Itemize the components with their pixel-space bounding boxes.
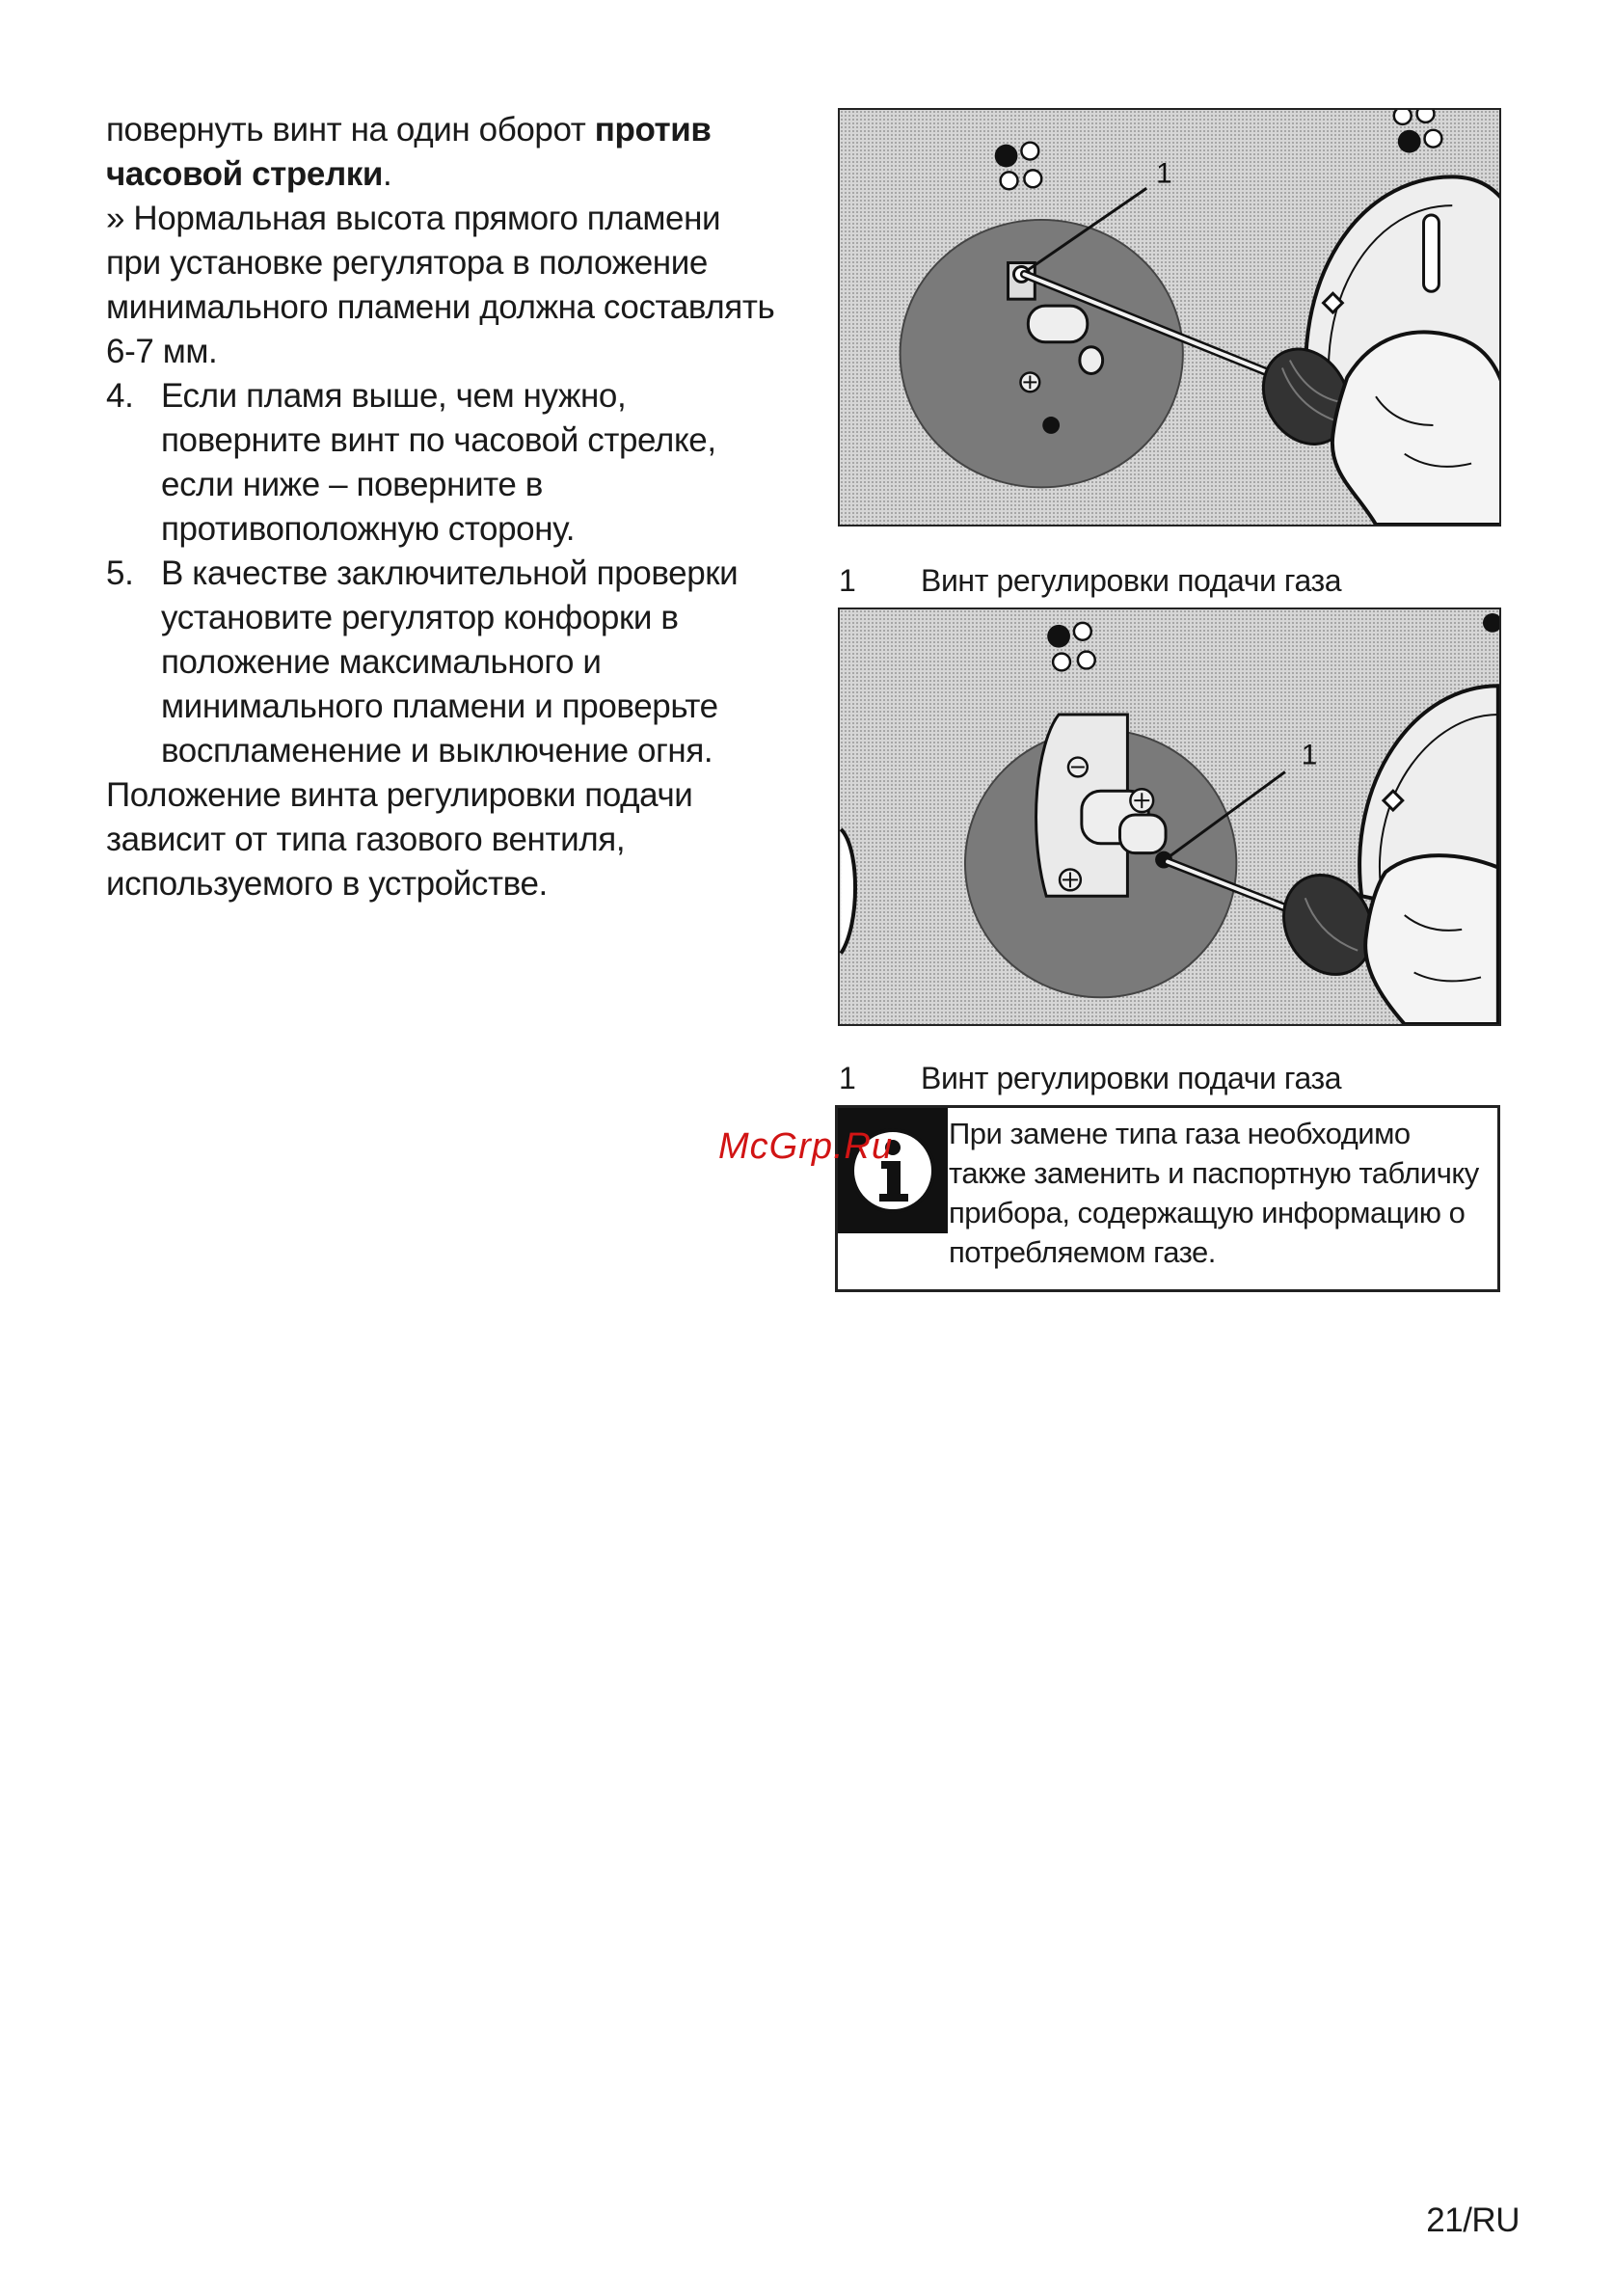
steps-list: [106, 374, 781, 773]
burner-indicator-icon: [1047, 623, 1095, 671]
info-note: [835, 1105, 1500, 1292]
step-number: 5.: [106, 554, 134, 592]
figure-caption: [839, 1059, 1341, 1097]
figure-screw-adjustment-2: [838, 608, 1501, 1026]
paragraph-flame-height: » Нормальная высота прямого пламени при установке регулятора в положение минимального пламени должна составлять 6-7 мм.: [106, 200, 775, 370]
figure-screw-adjustment-1: [838, 108, 1501, 527]
step-text: Если пламя выше, чем нужно, поверните винт по часовой стрелке, если ниже – поверните в противоположную сторону.: [161, 377, 716, 548]
paragraph-counterclockwise: повернуть винт на один оборот против часовой стрелки.: [106, 111, 712, 193]
caption-number: 1: [839, 563, 856, 598]
figure-caption: [839, 561, 1341, 600]
burner-indicator-icon: [1394, 110, 1442, 153]
list-item: [106, 552, 781, 773]
step-number: 4.: [106, 377, 134, 415]
step-text: В качестве заключительной проверки установите регулятор конфорки в положение максимального и минимального пламени и проверьте воспламенение и выключение огня.: [161, 554, 739, 770]
caption-text: Винт регулировки подачи газа: [921, 1061, 1342, 1095]
paragraph-screw-position: Положение винта регулировки подачи зависит от типа газового вентиля, используемого в устройстве.: [106, 776, 693, 903]
illustration-valve-side: [840, 609, 1499, 1024]
list-item: [106, 374, 781, 552]
illustration-valve-top: [840, 110, 1499, 525]
page-number: 21/RU: [1426, 2201, 1520, 2239]
watermark: McGrp.Ru: [718, 1126, 894, 1167]
caption-text: Винт регулировки подачи газа: [921, 563, 1342, 598]
instructions-column: [106, 108, 781, 906]
caption-number: 1: [839, 1061, 856, 1095]
bold-direction: против часовой стрелки: [106, 111, 712, 193]
callout-label: 1: [1156, 157, 1172, 190]
burner-indicator-icon: [995, 143, 1042, 190]
callout-label: 1: [1301, 739, 1318, 771]
note-text: При замене типа газа необходимо также заменить и паспортную табличку прибора, содержащую информацию о потребляемом газе.: [949, 1117, 1479, 1269]
